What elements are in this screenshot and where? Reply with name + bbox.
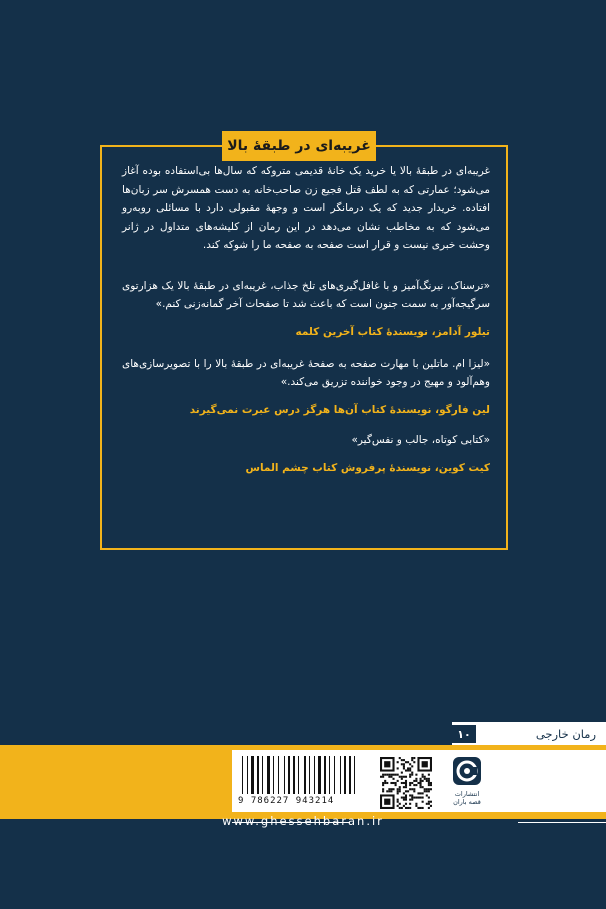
review-author-3: کیت کوین، نویسندهٔ پرفروش کتاب چشم الماس: [245, 461, 490, 474]
review-author-1: تیلور آدامز، نویسندهٔ کتاب آخرین کلمه: [295, 325, 490, 338]
isbn-number: 9 786227 943214: [238, 796, 335, 806]
content-area: [122, 162, 490, 477]
review-quote-1: «ترسناک، نیرنگ‌آمیز و با غافل‌گیری‌های تلخ جذاب، غریبه‌ای در طبقهٔ بالا یک هزارتوی سرگیجه‌آور به سمت جنون است که باعث شد تا صفحات آخر گمانه‌زنی کنم.»: [122, 279, 490, 310]
review-quote-2: «لیزا ام. ماتلین با مهارت صفحه به صفحهٔ غریبه‌ای در طبقهٔ بالا را با تصویرسازی‌های وهم‌آلود و مهیج در وجود خواننده تزریق می‌کند.»: [122, 357, 490, 388]
publisher-name-2: قصه باران: [453, 798, 481, 806]
series-label: رمان خارجی: [535, 727, 596, 741]
publisher-logo: [446, 756, 488, 806]
publisher-name-1: انتشارات: [454, 790, 480, 798]
publisher-logo-icon: [452, 756, 482, 786]
frame-top-right: [376, 145, 508, 147]
review-author-2: لین فارگو، نویسندهٔ کتاب آن‌ها هرگز درس عبرت نمی‌گیرند: [189, 403, 490, 416]
review-quote-3: «کتابی کوتاه، جالب و نفس‌گیر»: [351, 433, 490, 446]
website-url[interactable]: www.ghessehbaran.ir: [222, 814, 384, 828]
barcode-bars: [236, 754, 374, 796]
frame-top-left: [100, 145, 222, 147]
series-number: ۱۰: [452, 725, 476, 743]
qr-code: [380, 757, 432, 809]
synopsis-text: غریبه‌ای در طبقهٔ بالا یا خرید یک خانهٔ قدیمی متروکه که سال‌ها بی‌استفاده بوده آغاز می‌شود؛ عمارتی که به لطف قتل فجیع زن صاحب‌خانه به دست همسرش سر زبان‌ها افتاده. خریدار جدید که یک درمانگر است و وجههٔ مقبولی دارد با مسائلی روبه‌رو می‌شود که به مخاطب نشان می‌دهد در این رمان از کلیشه‌های متداول در ژانر وحشت خبری نیست و قرار است صفحه به صفحه ما را شوکه کند.: [122, 165, 490, 251]
book-title: غریبه‌ای در طبقهٔ بالا: [222, 131, 376, 161]
